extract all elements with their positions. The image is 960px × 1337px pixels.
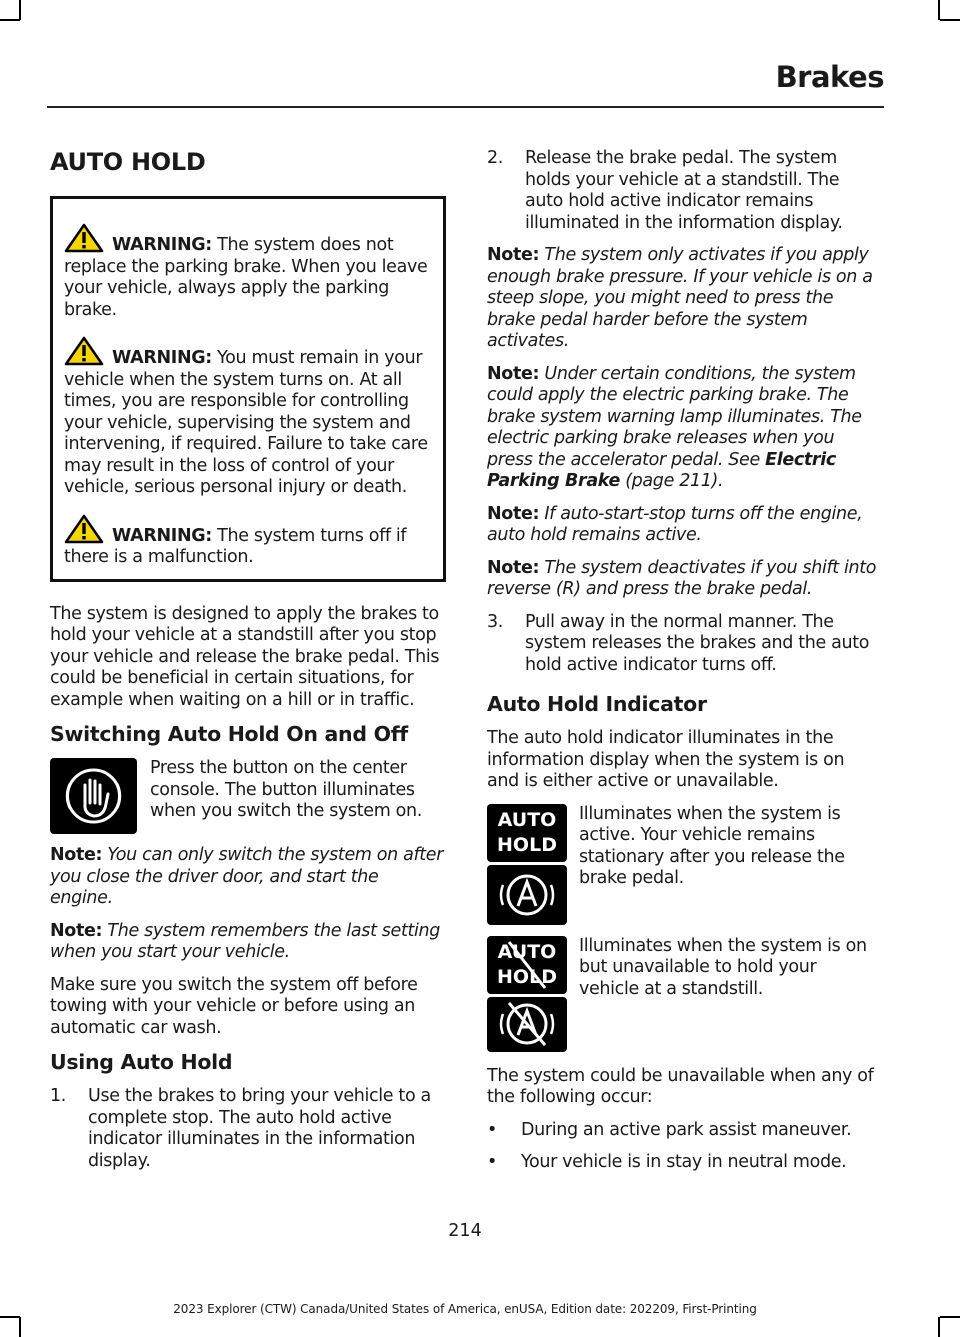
warning-label: WARNING: xyxy=(112,348,212,368)
icon-text-line: AUTO xyxy=(497,808,557,831)
header-divider xyxy=(47,106,884,108)
switching-row xyxy=(50,758,446,834)
note: Note: Under certain conditions, the system could apply the electric parking brake. The brake system warning lamp illuminates. The electric parking brake releases when you press the accelerator pedal. See Electric Parking Brake (page 211). xyxy=(487,363,862,491)
indicator-row-unavailable xyxy=(487,936,880,1052)
towing-paragraph: Make sure you switch the system off before towing with your vehicle or before using an automatic car wash. xyxy=(50,974,418,1038)
crop-mark xyxy=(938,1317,940,1337)
strike-through-icon xyxy=(487,936,567,994)
indicator-heading: Auto Hold Indicator xyxy=(487,692,707,716)
auto-hold-button-icon xyxy=(50,758,137,834)
circle-a-icon xyxy=(487,865,567,925)
warning-2 xyxy=(64,336,435,499)
warning-label: WARNING: xyxy=(112,235,212,255)
intro-paragraph: The system is designed to apply the brakes to hold your vehicle at a standstill after you stop your vehicle and release the brake pedal. This could be beneficial in certain situations, for example when waiting on a hill or in traffic. xyxy=(50,603,440,710)
icon-text-line: AUTO xyxy=(497,940,557,963)
warning-1 xyxy=(64,223,435,321)
step-item: 2. Release the brake pedal. The system holds your vehicle at a standstill. The auto hold active indicator remains illuminated in the information display. xyxy=(487,148,843,233)
electric-parking-brake-link[interactable]: Electric Parking Brake xyxy=(487,449,836,491)
warning-box xyxy=(50,196,446,582)
note: Note: The system deactivates if you shift into reverse (R) and press the brake pedal. xyxy=(487,557,877,599)
bullet-list xyxy=(487,1120,880,1174)
auto-hold-active-icon xyxy=(487,804,567,925)
warning-triangle-icon xyxy=(64,336,104,366)
icon-text-line: HOLD xyxy=(497,833,557,856)
warning-triangle-icon xyxy=(64,514,104,544)
page-header-title: Brakes xyxy=(775,60,884,94)
section-title: AUTO HOLD xyxy=(50,148,206,176)
crop-mark xyxy=(19,1317,21,1337)
switching-text: Press the button on the center console. The button illuminates when you switch the system on. xyxy=(150,758,422,821)
bullet-item: • During an active park assist maneuver. xyxy=(487,1119,852,1140)
warning-3 xyxy=(64,514,435,569)
page-number: 214 xyxy=(448,1221,482,1241)
crop-mark xyxy=(19,0,21,20)
step-item: 1. Use the brakes to bring your vehicle to a complete stop. The auto hold active indicator illuminates in the information display. xyxy=(50,1086,431,1171)
crop-mark xyxy=(938,0,940,20)
note: Note: If auto-start-stop turns off the engine, auto hold remains active. xyxy=(487,503,863,545)
warning-text: The system does not replace the parking brake. When you leave your vehicle, always apply the parking brake. xyxy=(64,235,428,320)
crop-mark xyxy=(0,1316,20,1318)
using-heading: Using Auto Hold xyxy=(50,1050,233,1074)
note: Note: You can only switch the system on after you close the driver door, and start the engine. xyxy=(50,845,444,908)
note: Note: The system remembers the last setting when you start your vehicle. xyxy=(50,920,441,962)
left-column xyxy=(50,140,446,1183)
right-column xyxy=(487,148,880,1185)
bullet-item: • Your vehicle is in stay in neutral mode. xyxy=(487,1152,847,1172)
switching-heading: Switching Auto Hold On and Off xyxy=(50,722,408,746)
warning-label: WARNING: xyxy=(112,525,212,546)
auto-hold-unavailable-icon xyxy=(487,936,567,1052)
warning-text: You must remain in your vehicle when the system turns on. At all times, you are responsible for controlling your vehicle, supervising the system and intervening, if required. Failure to take care may result in the loss of control of your vehicle, serious personal injury or death. xyxy=(64,348,428,497)
warning-text: The system turns off if there is a malfunction. xyxy=(64,525,407,567)
indicator-intro: The auto hold indicator illuminates in the information display when the system is on and is either active or unavailable. xyxy=(487,728,845,791)
steps-list xyxy=(50,1086,446,1172)
indicator-unavailable-text: Illuminates when the system is on but unavailable to hold your vehicle at a standstill. xyxy=(579,935,867,999)
unavailable-intro: The system could be unavailable when any of the following occur: xyxy=(487,1065,874,1107)
circle-a-crossed-icon xyxy=(487,997,567,1052)
indicator-row-active xyxy=(487,804,880,925)
footer-text: 2023 Explorer (CTW) Canada/United States of America, enUSA, Edition date: 202209, First-Printing xyxy=(173,1302,757,1316)
crop-mark xyxy=(940,19,960,21)
steps-list xyxy=(487,612,880,677)
crop-mark xyxy=(940,1316,960,1318)
indicator-active-text: Illuminates when the system is active. Your vehicle remains stationary after you release the brake pedal. xyxy=(579,803,845,888)
steps-list xyxy=(487,148,880,234)
step-item: 3. Pull away in the normal manner. The system releases the brakes and the auto hold active indicator turns off. xyxy=(487,611,870,675)
icon-text-line: HOLD xyxy=(497,965,557,988)
crop-mark xyxy=(0,19,20,21)
warning-triangle-icon xyxy=(64,223,104,253)
note: Note: The system only activates if you apply enough brake pressure. If your vehicle is on a steep slope, you might need to press the brake pedal harder before the system activates. xyxy=(487,245,873,351)
